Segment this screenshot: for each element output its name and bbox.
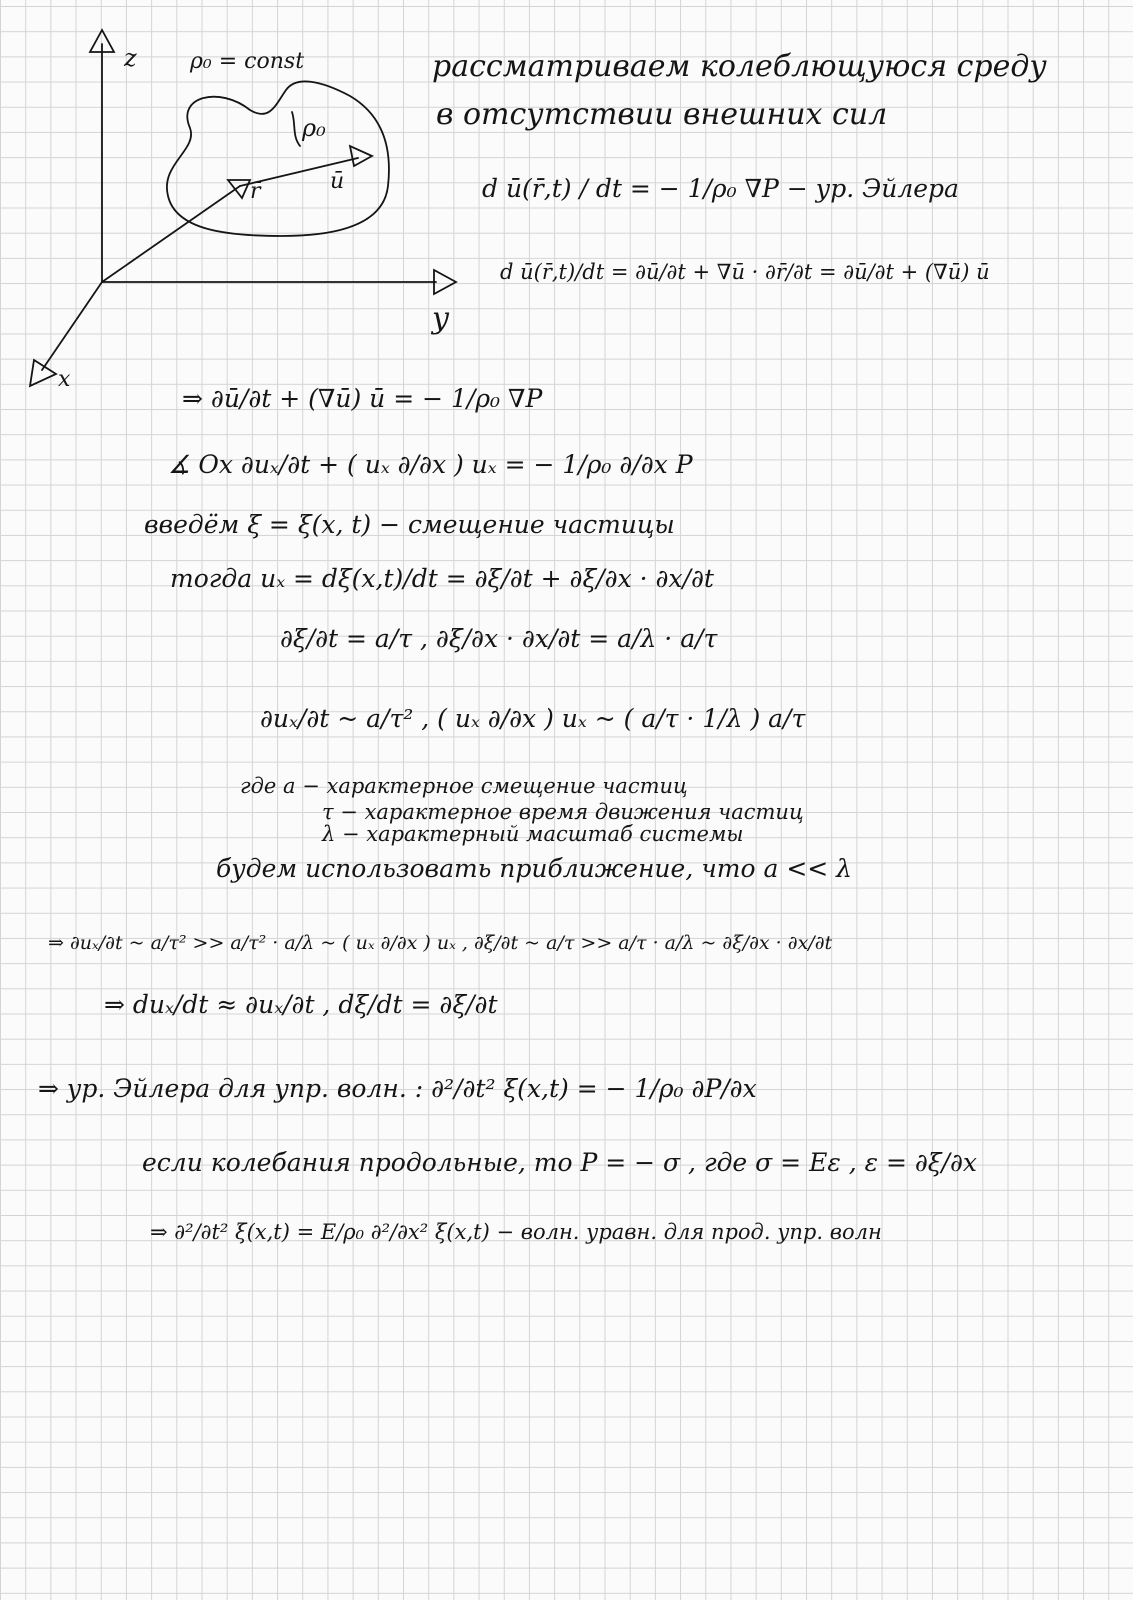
legend-a: где a − характерное смещение частиц [240,774,688,798]
longitudinal-condition: если колебания продольные, то P = − σ , где σ = Eε , ε = ∂ξ/∂x [142,1148,977,1177]
rho-region-label: ρ₀ [302,114,326,142]
coordinate-diagram [0,0,480,400]
text-line-2: в отсутствии внешних сил [436,97,888,132]
velocity-expression: тогда uₓ = dξ(x,t)/dt = ∂ξ/∂t + ∂ξ/∂x · ∂x/∂t [170,564,714,593]
euler-equation: d ū(r̄,t) / dt = − 1/ρ₀ ∇P − ур. Эйлера [482,174,959,203]
acceleration-estimates: ∂uₓ/∂t ~ a/τ² , ( uₓ ∂/∂x ) uₓ ~ ( a/τ · 1/λ ) a/τ [260,704,806,733]
x-axis-arrow-icon [30,360,56,386]
u-vector-label: ū [330,169,345,194]
legend-lambda: λ − характерный масштаб системы [322,822,744,846]
z-axis-label: z [124,44,137,72]
region-tick [292,112,300,146]
r-vector-label: r̄ [250,179,261,204]
displacement-definition: введём ξ = ξ(x, t) − смещение частицы [144,510,675,539]
rho-const-label: ρ₀ = const [190,49,305,74]
euler-vector-form: ⇒ ∂ū/∂t + (∇ū) ū = − 1/ρ₀ ∇P [182,384,543,413]
derivative-estimates: ∂ξ/∂t = a/τ , ∂ξ/∂x · ∂x/∂t = a/λ · a/τ [280,624,718,653]
order-comparison: ⇒ ∂uₓ/∂t ~ a/τ² >> a/τ² · a/λ ~ ( uₓ ∂/∂x ) uₓ , ∂ξ/∂t ~ a/τ >> a/τ · a/λ ~ ∂ξ/∂x · ∂x/∂t [48,932,833,954]
velocity-vector-arrow-icon [350,146,372,166]
radius-vector-line [102,186,240,282]
derivative-approximation: ⇒ duₓ/dt ≈ ∂uₓ/∂t , dξ/dt = ∂ξ/∂t [104,990,498,1019]
y-axis-arrow-icon [434,270,456,294]
elastic-wave-euler: ⇒ ур. Эйлера для упр. волн. : ∂²/∂t² ξ(x,t) = − 1/ρ₀ ∂P/∂x [38,1074,757,1103]
x-axis-line [42,282,102,370]
text-line-1: рассматриваем колеблющуюся среду [432,49,1047,84]
euler-x-projection: ∡ Ox ∂uₓ/∂t + ( uₓ ∂/∂x ) uₓ = − 1/ρ₀ ∂/∂x P [168,450,693,479]
legend-tau: τ − характерное время движения частиц [322,800,804,824]
x-axis-label: x [58,367,71,392]
wave-equation: ⇒ ∂²/∂t² ξ(x,t) = E/ρ₀ ∂²/∂x² ξ(x,t) − волн. уравн. для прод. упр. волн [150,1220,882,1244]
radius-vector-arrow-icon [228,180,250,198]
approximation-statement: будем использовать приближение, что a << λ [216,854,853,883]
y-axis-label: y [432,301,449,336]
total-derivative-equation: d ū(r̄,t)/dt = ∂ū/∂t + ∇ū · ∂r̄/∂t = ∂ū/∂t + (∇ū) ū [500,260,990,284]
